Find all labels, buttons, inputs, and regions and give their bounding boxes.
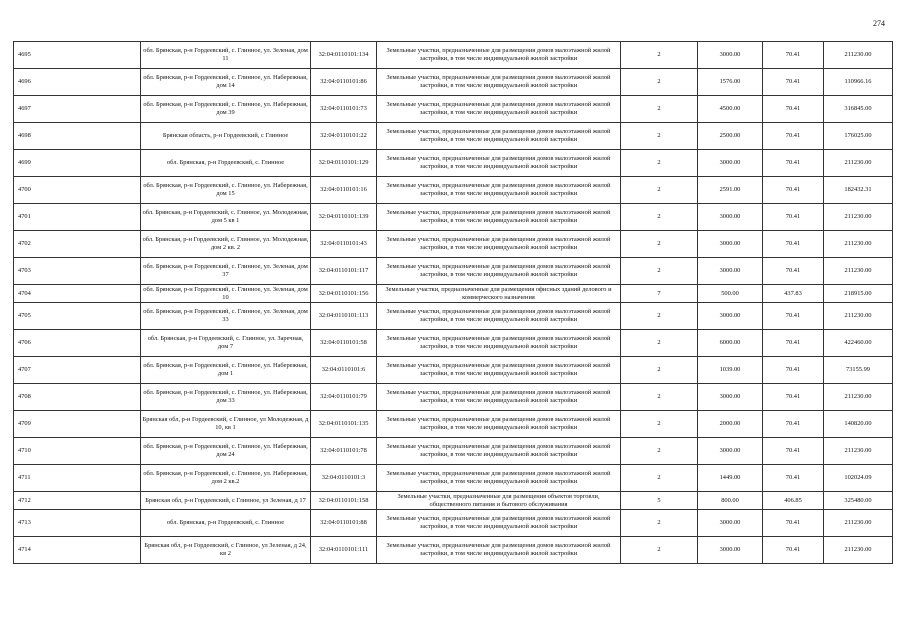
cell-cadastral-value: 211230.00 bbox=[824, 258, 893, 285]
cell-cadastral-value: 102024.09 bbox=[824, 465, 893, 492]
cell-cadastral-value: 182432.31 bbox=[824, 177, 893, 204]
cell-cadastral-number: 32:04:0110101:135 bbox=[311, 411, 377, 438]
cell-specific-value: 70.41 bbox=[763, 231, 824, 258]
cell-use-group: 2 bbox=[621, 303, 698, 330]
cell-land-use: Земельные участки, предназначенные для размещения домов малоэтажной жилой застройки, в том числе индивидуальной жилой застройки bbox=[377, 438, 621, 465]
table-row bbox=[14, 42, 893, 69]
cell-land-use: Земельные участки, предназначенные для размещения домов малоэтажной жилой застройки, в том числе индивидуальной жилой застройки bbox=[377, 357, 621, 384]
cell-specific-value: 70.41 bbox=[763, 204, 824, 231]
cell-use-group: 2 bbox=[621, 150, 698, 177]
cell-use-group: 2 bbox=[621, 438, 698, 465]
cell-cadastral-number: 32:04:0110101:111 bbox=[311, 537, 377, 564]
table-row bbox=[14, 384, 893, 411]
cell-area: 3000.00 bbox=[698, 438, 763, 465]
cell-record-number: 4714 bbox=[14, 537, 141, 564]
cell-cadastral-value: 422460.00 bbox=[824, 330, 893, 357]
cell-use-group: 2 bbox=[621, 258, 698, 285]
cell-cadastral-value: 176025.00 bbox=[824, 123, 893, 150]
cell-specific-value: 70.41 bbox=[763, 96, 824, 123]
cell-use-group: 7 bbox=[621, 285, 698, 303]
cell-address: Брянская обл, р-н Гордеевский, с Глинное, ул Зеленая, д 24, кв 2 bbox=[141, 537, 311, 564]
cell-record-number: 4704 bbox=[14, 285, 141, 303]
cell-use-group: 2 bbox=[621, 204, 698, 231]
cell-specific-value: 70.41 bbox=[763, 123, 824, 150]
cell-use-group: 2 bbox=[621, 123, 698, 150]
cell-use-group: 2 bbox=[621, 411, 698, 438]
cell-land-use: Земельные участки, предназначенные для размещения домов малоэтажной жилой застройки, в том числе индивидуальной жилой застройки bbox=[377, 411, 621, 438]
cell-cadastral-value: 211230.00 bbox=[824, 438, 893, 465]
cell-use-group: 2 bbox=[621, 384, 698, 411]
cell-cadastral-number: 32:04:0110101:88 bbox=[311, 510, 377, 537]
table-row bbox=[14, 492, 893, 510]
cell-record-number: 4701 bbox=[14, 204, 141, 231]
cell-cadastral-value: 211230.00 bbox=[824, 303, 893, 330]
cell-land-use: Земельные участки, предназначенные для размещения домов малоэтажной жилой застройки, в том числе индивидуальной жилой застройки bbox=[377, 537, 621, 564]
cell-address: обл. Брянская, р-н Гордеевский, с. Глинное, ул. Набережная, дом 24 bbox=[141, 438, 311, 465]
cell-specific-value: 70.41 bbox=[763, 150, 824, 177]
cell-area: 3000.00 bbox=[698, 42, 763, 69]
cell-cadastral-value: 218915.00 bbox=[824, 285, 893, 303]
table-row bbox=[14, 285, 893, 303]
cell-address: обл. Брянская, р-н Гордеевский, с. Глинное, ул. Молодежная, дом 5 кв 1 bbox=[141, 204, 311, 231]
cell-use-group: 2 bbox=[621, 231, 698, 258]
cell-address: обл. Брянская, р-н Гордеевский, с. Глинное bbox=[141, 150, 311, 177]
cell-record-number: 4711 bbox=[14, 465, 141, 492]
cell-land-use: Земельные участки, предназначенные для размещения домов малоэтажной жилой застройки, в том числе индивидуальной жилой застройки bbox=[377, 465, 621, 492]
cell-use-group: 2 bbox=[621, 510, 698, 537]
cell-use-group: 2 bbox=[621, 177, 698, 204]
cell-record-number: 4700 bbox=[14, 177, 141, 204]
cell-cadastral-number: 32:04:0110101:58 bbox=[311, 330, 377, 357]
land-registry-table bbox=[13, 41, 893, 564]
cell-area: 4500.00 bbox=[698, 96, 763, 123]
cell-land-use: Земельные участки, предназначенные для размещения домов малоэтажной жилой застройки, в том числе индивидуальной жилой застройки bbox=[377, 330, 621, 357]
cell-cadastral-number: 32:04:0110101:158 bbox=[311, 492, 377, 510]
cell-land-use: Земельные участки, предназначенные для размещения домов малоэтажной жилой застройки, в том числе индивидуальной жилой застройки bbox=[377, 303, 621, 330]
cell-land-use: Земельные участки, предназначенные для размещения объектов торговли, общественного питания и бытового обслуживания bbox=[377, 492, 621, 510]
cell-address: обл. Брянская, р-н Гордеевский, с. Глинное, ул. Зеленая, дом 33 bbox=[141, 303, 311, 330]
cell-record-number: 4709 bbox=[14, 411, 141, 438]
table-row bbox=[14, 177, 893, 204]
table-row bbox=[14, 411, 893, 438]
cell-specific-value: 70.41 bbox=[763, 69, 824, 96]
cell-use-group: 2 bbox=[621, 465, 698, 492]
cell-land-use: Земельные участки, предназначенные для размещения домов малоэтажной жилой застройки, в том числе индивидуальной жилой застройки bbox=[377, 123, 621, 150]
cell-cadastral-number: 32:04:0110101:134 bbox=[311, 42, 377, 69]
cell-area: 3000.00 bbox=[698, 150, 763, 177]
cell-record-number: 4713 bbox=[14, 510, 141, 537]
cell-address: обл. Брянская, р-н Гордеевский, с. Глинное, ул. Набережная, дом 33 bbox=[141, 384, 311, 411]
cell-cadastral-value: 140820.00 bbox=[824, 411, 893, 438]
cell-record-number: 4705 bbox=[14, 303, 141, 330]
cell-specific-value: 70.41 bbox=[763, 465, 824, 492]
cell-area: 3000.00 bbox=[698, 231, 763, 258]
table-body bbox=[14, 42, 893, 564]
cell-cadastral-value: 211230.00 bbox=[824, 42, 893, 69]
cell-land-use: Земельные участки, предназначенные для размещения домов малоэтажной жилой застройки, в том числе индивидуальной жилой застройки bbox=[377, 69, 621, 96]
cell-address: обл. Брянская, р-н Гордеевский, с. Глинное bbox=[141, 510, 311, 537]
cell-record-number: 4697 bbox=[14, 96, 141, 123]
cell-land-use: Земельные участки, предназначенные для размещения офисных зданий делового и коммерческого назначения bbox=[377, 285, 621, 303]
cell-cadastral-number: 32:04:0110101:79 bbox=[311, 384, 377, 411]
cell-specific-value: 70.41 bbox=[763, 537, 824, 564]
cell-cadastral-value: 110966.16 bbox=[824, 69, 893, 96]
cell-cadastral-number: 32:04:0110101:6 bbox=[311, 357, 377, 384]
cell-address: обл. Брянская, р-н Гордеевский, с. Глинное, ул. Набережная, дом 1 bbox=[141, 357, 311, 384]
cell-address: обл. Брянская, р-н Гордеевский, с. Глинное, ул. Набережная, дом 15 bbox=[141, 177, 311, 204]
cell-area: 2500.00 bbox=[698, 123, 763, 150]
table-row bbox=[14, 510, 893, 537]
cell-cadastral-number: 32:04:0110101:113 bbox=[311, 303, 377, 330]
cell-specific-value: 70.41 bbox=[763, 330, 824, 357]
cell-record-number: 4708 bbox=[14, 384, 141, 411]
cell-land-use: Земельные участки, предназначенные для размещения домов малоэтажной жилой застройки, в том числе индивидуальной жилой застройки bbox=[377, 258, 621, 285]
cell-area: 1576.00 bbox=[698, 69, 763, 96]
cell-address: Брянская обл, р-н Гордеевский, с Глинное, ул Зеленая, д 17 bbox=[141, 492, 311, 510]
cell-record-number: 4695 bbox=[14, 42, 141, 69]
cell-specific-value: 70.41 bbox=[763, 510, 824, 537]
cell-record-number: 4702 bbox=[14, 231, 141, 258]
cell-record-number: 4707 bbox=[14, 357, 141, 384]
cell-cadastral-value: 211230.00 bbox=[824, 150, 893, 177]
cell-specific-value: 70.41 bbox=[763, 411, 824, 438]
cell-specific-value: 406.85 bbox=[763, 492, 824, 510]
cell-area: 2000.00 bbox=[698, 411, 763, 438]
table-row bbox=[14, 357, 893, 384]
cell-specific-value: 70.41 bbox=[763, 42, 824, 69]
cell-use-group: 2 bbox=[621, 96, 698, 123]
cell-area: 800.00 bbox=[698, 492, 763, 510]
cell-cadastral-value: 316845.00 bbox=[824, 96, 893, 123]
table-row bbox=[14, 231, 893, 258]
table-row bbox=[14, 96, 893, 123]
cell-address: обл. Брянская, р-н Гордеевский, с. Глинное, ул. Набережная, дом 39 bbox=[141, 96, 311, 123]
cell-record-number: 4699 bbox=[14, 150, 141, 177]
cell-cadastral-number: 32:04:0110101:86 bbox=[311, 69, 377, 96]
cell-cadastral-number: 32:04:0110101:3 bbox=[311, 465, 377, 492]
table-row bbox=[14, 204, 893, 231]
cell-use-group: 2 bbox=[621, 69, 698, 96]
cell-specific-value: 70.41 bbox=[763, 177, 824, 204]
cell-area: 3000.00 bbox=[698, 204, 763, 231]
cell-land-use: Земельные участки, предназначенные для размещения домов малоэтажной жилой застройки, в том числе индивидуальной жилой застройки bbox=[377, 96, 621, 123]
cell-area: 3000.00 bbox=[698, 384, 763, 411]
cell-cadastral-number: 32:04:0110101:129 bbox=[311, 150, 377, 177]
cell-cadastral-number: 32:04:0110101:78 bbox=[311, 438, 377, 465]
cell-area: 1449.00 bbox=[698, 465, 763, 492]
cell-cadastral-value: 211230.00 bbox=[824, 384, 893, 411]
cell-specific-value: 70.41 bbox=[763, 357, 824, 384]
cell-specific-value: 70.41 bbox=[763, 438, 824, 465]
cell-area: 3000.00 bbox=[698, 303, 763, 330]
cell-cadastral-value: 211230.00 bbox=[824, 537, 893, 564]
cell-cadastral-value: 211230.00 bbox=[824, 204, 893, 231]
cell-use-group: 5 bbox=[621, 492, 698, 510]
cell-land-use: Земельные участки, предназначенные для размещения домов малоэтажной жилой застройки, в том числе индивидуальной жилой застройки bbox=[377, 42, 621, 69]
cell-address: обл. Брянская, р-н Гордеевский, с. Глинное, ул. Зеленая, дом 10 bbox=[141, 285, 311, 303]
cell-address: обл. Брянская, р-н Гордеевский, с. Глинное, ул. Молодежная, дом 2 кв. 2 bbox=[141, 231, 311, 258]
table-row bbox=[14, 537, 893, 564]
cell-cadastral-number: 32:04:0110101:22 bbox=[311, 123, 377, 150]
cell-address: Брянская обл, р-н Гордеевский, с Глинное, ул Молодежная, д 10, кв 1 bbox=[141, 411, 311, 438]
table-row bbox=[14, 330, 893, 357]
cell-cadastral-number: 32:04:0110101:117 bbox=[311, 258, 377, 285]
cell-address: обл. Брянская, р-н Гордеевский, с. Глинное, ул. Набережная, дом 2 кв.2 bbox=[141, 465, 311, 492]
cell-address: обл. Брянская, р-н Гордеевский, с. Глинное, ул. Заречная, дом 7 bbox=[141, 330, 311, 357]
cell-cadastral-value: 211230.00 bbox=[824, 231, 893, 258]
cell-use-group: 2 bbox=[621, 357, 698, 384]
table-row bbox=[14, 258, 893, 285]
cell-area: 1039.00 bbox=[698, 357, 763, 384]
cell-land-use: Земельные участки, предназначенные для размещения домов малоэтажной жилой застройки, в том числе индивидуальной жилой застройки bbox=[377, 150, 621, 177]
cell-cadastral-number: 32:04:0110101:156 bbox=[311, 285, 377, 303]
cell-area: 6000.00 bbox=[698, 330, 763, 357]
cell-area: 3000.00 bbox=[698, 510, 763, 537]
cell-cadastral-number: 32:04:0110101:73 bbox=[311, 96, 377, 123]
cell-cadastral-number: 32:04:0110101:139 bbox=[311, 204, 377, 231]
cell-land-use: Земельные участки, предназначенные для размещения домов малоэтажной жилой застройки, в том числе индивидуальной жилой застройки bbox=[377, 510, 621, 537]
cell-record-number: 4710 bbox=[14, 438, 141, 465]
table-row bbox=[14, 303, 893, 330]
cell-cadastral-value: 211230.00 bbox=[824, 510, 893, 537]
cell-area: 500.00 bbox=[698, 285, 763, 303]
table-row bbox=[14, 438, 893, 465]
table-row bbox=[14, 150, 893, 177]
cell-land-use: Земельные участки, предназначенные для размещения домов малоэтажной жилой застройки, в том числе индивидуальной жилой застройки bbox=[377, 231, 621, 258]
page-number: 274 bbox=[873, 19, 885, 28]
cell-land-use: Земельные участки, предназначенные для размещения домов малоэтажной жилой застройки, в том числе индивидуальной жилой застройки bbox=[377, 204, 621, 231]
cell-cadastral-number: 32:04:0110101:16 bbox=[311, 177, 377, 204]
cell-area: 3000.00 bbox=[698, 537, 763, 564]
cell-cadastral-number: 32:04:0110101:43 bbox=[311, 231, 377, 258]
table-row bbox=[14, 123, 893, 150]
cell-specific-value: 70.41 bbox=[763, 303, 824, 330]
cell-area: 3000.00 bbox=[698, 258, 763, 285]
cell-record-number: 4706 bbox=[14, 330, 141, 357]
cell-record-number: 4703 bbox=[14, 258, 141, 285]
cell-specific-value: 70.41 bbox=[763, 258, 824, 285]
cell-specific-value: 70.41 bbox=[763, 384, 824, 411]
cell-address: Брянская область, р-н Гордеевский, с Глинное bbox=[141, 123, 311, 150]
cell-address: обл. Брянская, р-н Гордеевский, с. Глинное, ул. Набережная, дом 14 bbox=[141, 69, 311, 96]
table-row bbox=[14, 465, 893, 492]
cell-specific-value: 437.83 bbox=[763, 285, 824, 303]
cell-address: обл. Брянская, р-н Гордеевский, с. Глинное, ул. Зеленая, дом 11 bbox=[141, 42, 311, 69]
cell-cadastral-value: 73155.99 bbox=[824, 357, 893, 384]
cell-record-number: 4696 bbox=[14, 69, 141, 96]
cell-area: 2591.00 bbox=[698, 177, 763, 204]
cell-land-use: Земельные участки, предназначенные для размещения домов малоэтажной жилой застройки, в том числе индивидуальной жилой застройки bbox=[377, 177, 621, 204]
cell-address: обл. Брянская, р-н Гордеевский, с. Глинное, ул. Зеленая, дом 37 bbox=[141, 258, 311, 285]
cell-land-use: Земельные участки, предназначенные для размещения домов малоэтажной жилой застройки, в том числе индивидуальной жилой застройки bbox=[377, 384, 621, 411]
cell-use-group: 2 bbox=[621, 330, 698, 357]
cell-record-number: 4698 bbox=[14, 123, 141, 150]
table-row bbox=[14, 69, 893, 96]
cell-record-number: 4712 bbox=[14, 492, 141, 510]
cell-use-group: 2 bbox=[621, 42, 698, 69]
cell-cadastral-value: 325480.00 bbox=[824, 492, 893, 510]
cell-use-group: 2 bbox=[621, 537, 698, 564]
